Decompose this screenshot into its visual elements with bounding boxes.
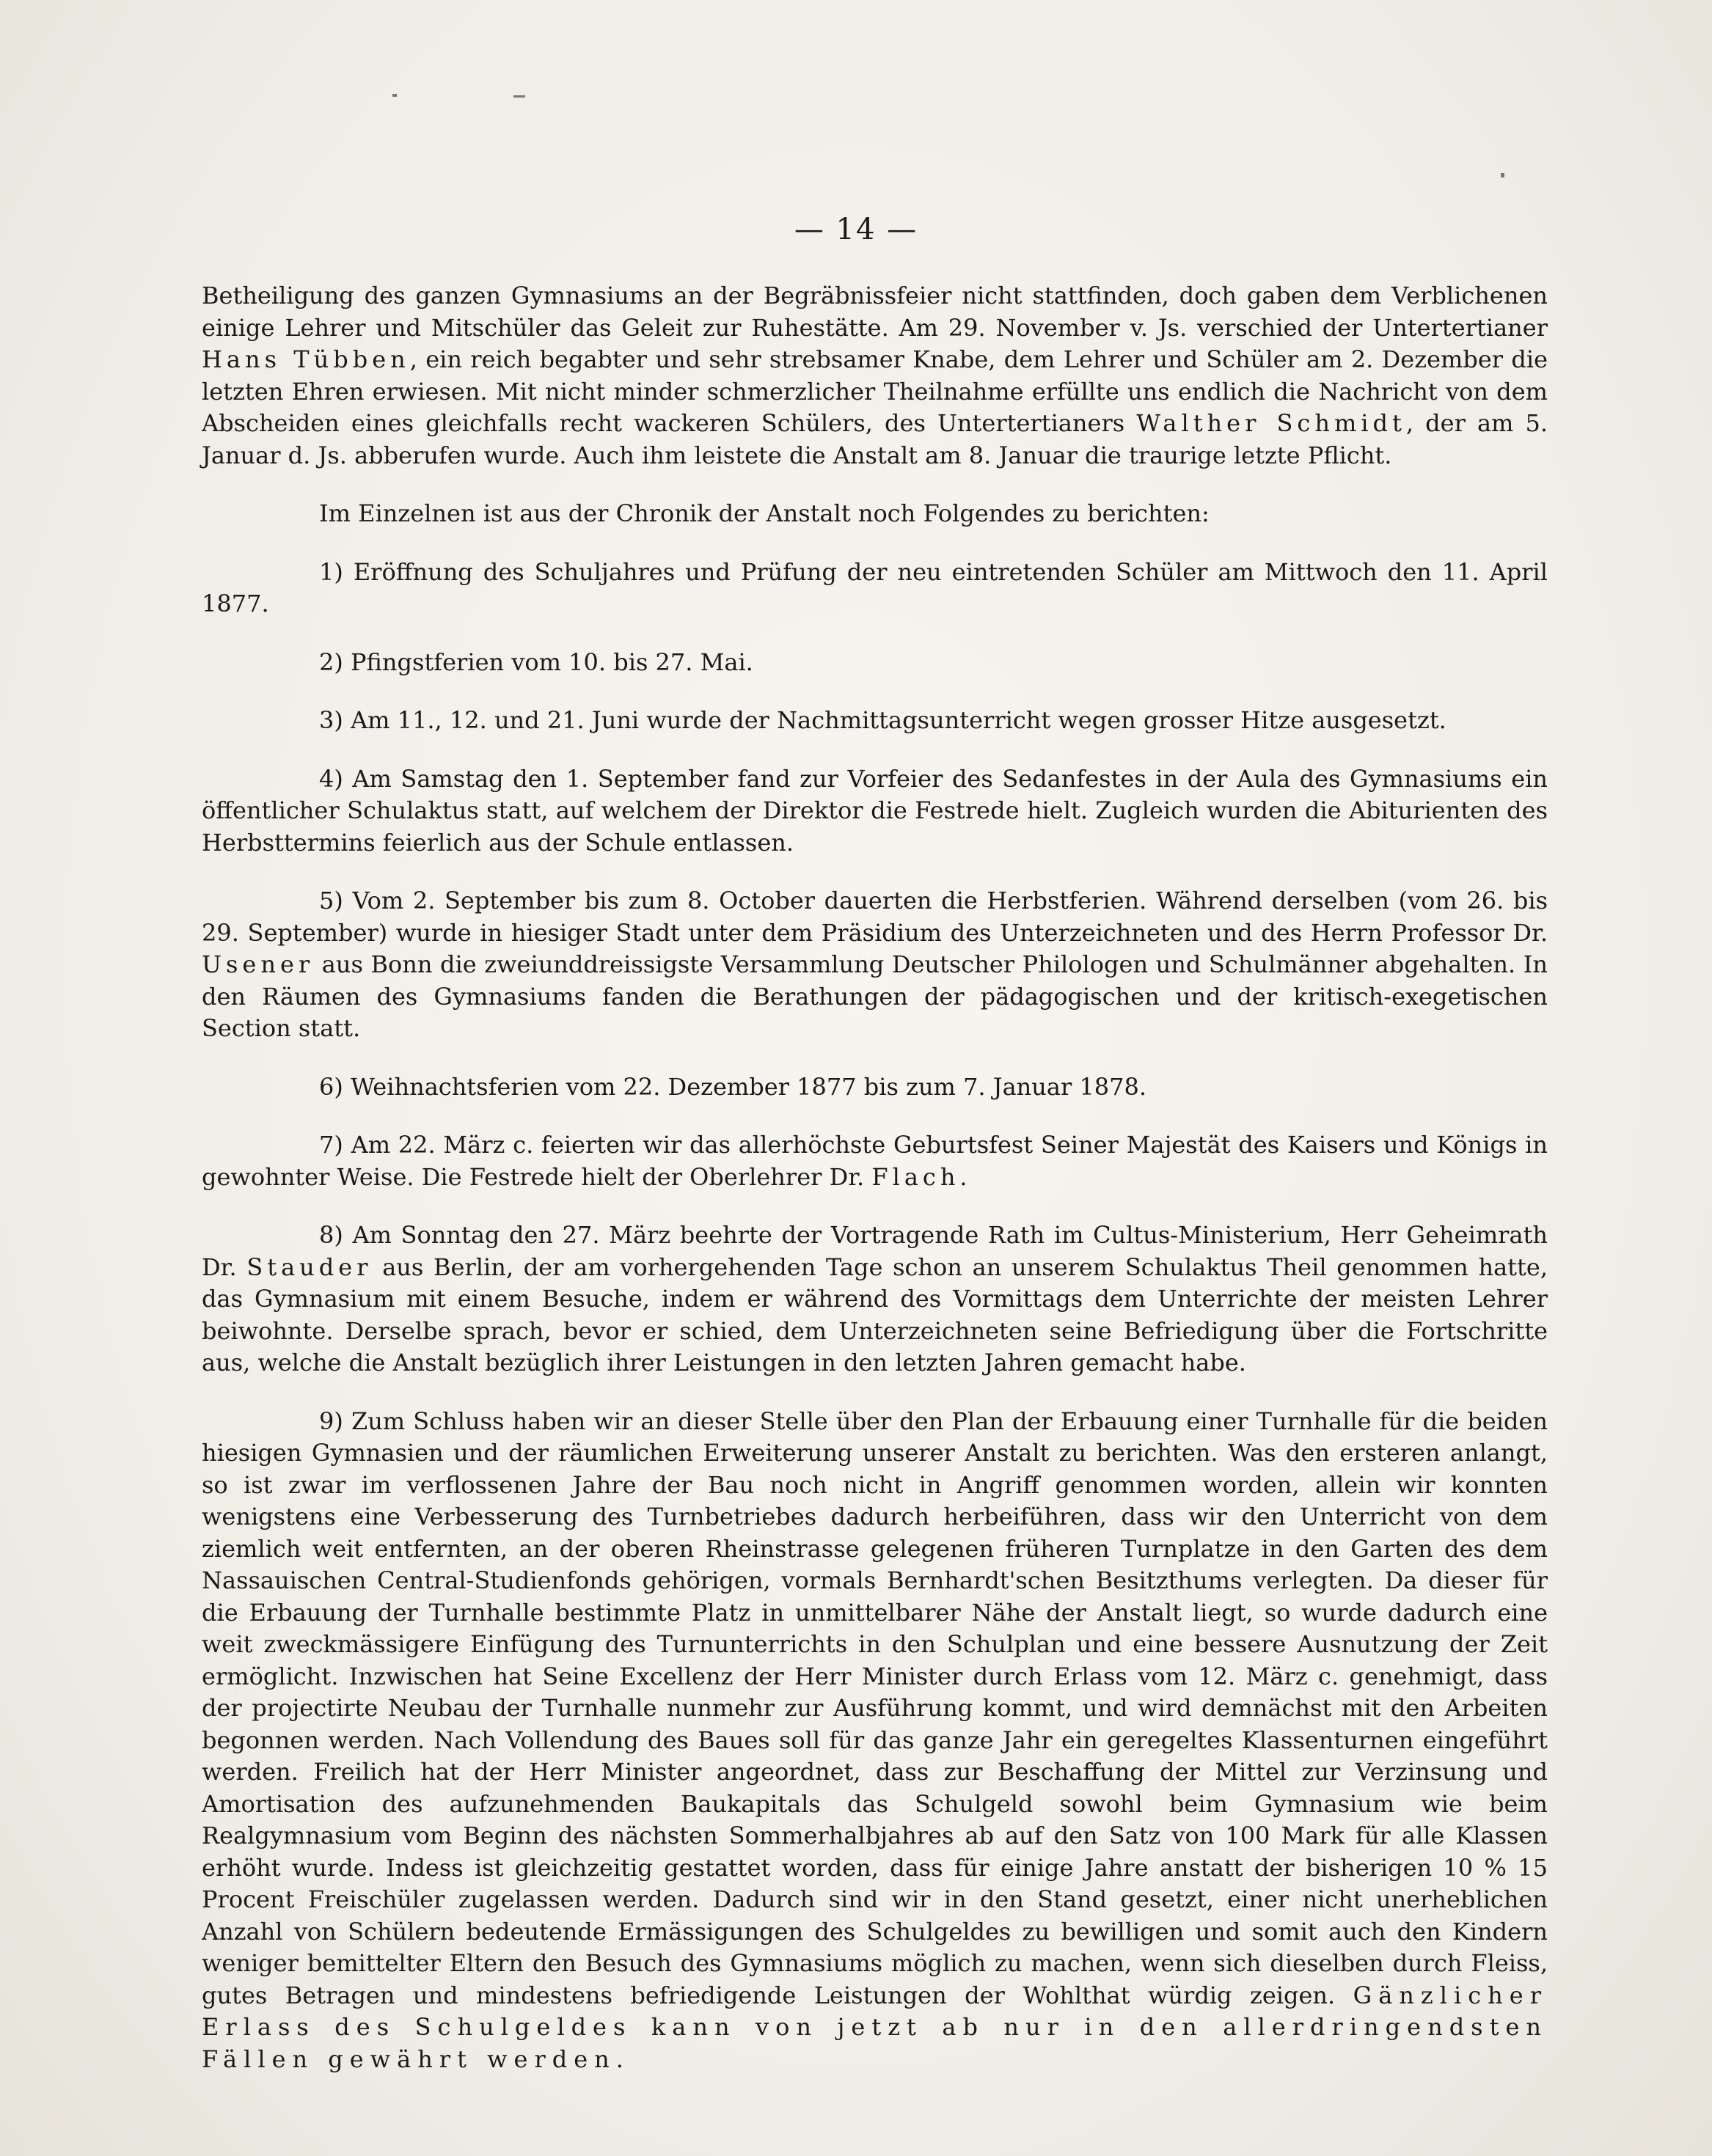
intro-text-a: Betheiligung des ganzen Gymnasiums an der Begräbnissfeier nicht stattfinden, doch gaben dem Verblichenen einige Lehrer und Mitschüler das Geleit zur Ruhestätte. Am 29. November v. Js. verschied der Untertertianer: [202, 282, 1548, 342]
item5-name-usener: Usener: [202, 950, 315, 978]
chronik-item-6: 6) Weihnachtsferien vom 22. Dezember 1877 bis zum 7. Januar 1878.: [319, 1072, 1147, 1101]
intro-name-schmidt: Walther Schmidt: [1136, 409, 1406, 437]
chronik-item-2: 2) Pfingstferien vom 10. bis 27. Mai.: [319, 648, 753, 676]
chronik-item-8: [202, 1220, 1548, 1379]
scan-speck: [1501, 173, 1504, 177]
scan-speck: [392, 94, 397, 97]
intro-text-c: , der am 5. Januar d. Js. abberufen wurde. Auch ihm leistete die Anstalt am 8. Januar die traurige letzte Pflicht.: [202, 409, 1548, 469]
chronik-item-5: [202, 885, 1548, 1045]
chronik-item-7: [202, 1129, 1548, 1193]
intro-name-tuebben: Hans Tübben: [202, 345, 410, 373]
item5-text-a: 5) Vom 2. September bis zum 8. October dauerten die Herbstferien. Während derselben (vom 26. bis 29. September) wurde in hiesiger Stadt unter dem Präsidium des Unterzeichneten und des Herrn Professor Dr.: [202, 887, 1548, 947]
item7-text-a: 7) Am 22. März c. feierten wir das allerhöchste Geburtsfest Seiner Majestät des Kaisers und Königs in gewohnter Weise. Die Festrede hielt der Oberlehrer Dr.: [202, 1131, 1548, 1191]
item8-name-stauder: Stauder: [246, 1253, 373, 1281]
chronik-item-9: [202, 1406, 1548, 2076]
chronik-item-3: 3) Am 11., 12. und 21. Juni wurde der Nachmittagsunterricht wegen grosser Hitze ausgesetzt.: [319, 706, 1446, 734]
item8-text-a: 8) Am Sonntag den 27. März beehrte der Vortragende Rath im Cultus-Ministerium, Herr Geheimrath Dr.: [202, 1221, 1548, 1281]
scan-speck: [513, 95, 525, 98]
item9-text-a: 9) Zum Schluss haben wir an dieser Stelle über den Plan der Erbauung einer Turnhalle für die beiden hiesigen Gymnasien und der räumlichen Erweiterung unserer Anstalt zu berichten. Was den ersteren anlangt, so ist zwar im verflossenen Jahre der Bau noch nicht in Angriff genommen worden, allein wir konnten wenigstens eine Verbesserung des Turnbetriebes dadurch herbeiführen, dass wir den Unterricht von dem ziemlich weit entfernten, an der oberen Rheinstrasse gelegenen früheren Turnplatze in den Garten des dem Nassauischen Central-Studienfonds gehörigen, vormals Bernhardt'schen Besitzthums verlegten. Da dieser für die Erbauung der Turnhalle bestimmte Platz in unmittelbarer Nähe der Anstalt liegt, so wurde dadurch eine weit zweckmässigere Einfügung des Turnunterrichts in den Schulplan und eine bessere Ausnutzung der Zeit ermöglicht. Inzwischen hat Seine Excellenz der Herr Minister durch Erlass vom 12. März c. genehmigt, dass der projectirte Neubau der Turnhalle nunmehr zur Ausführung kommt, und wird demnächst mit den Arbeiten begonnen werden. Nach Vollendung des Baues soll für das ganze Jahr ein geregeltes Klassenturnen eingeführt werden. Freilich hat der Herr Minister angeordnet, dass zur Beschaffung der Mittel zur Verzinsung und Amortisation des aufzunehmenden Baukapitals das Schulgeld sowohl beim Gymnasium wie beim Realgymnasium vom Beginn des nächsten Sommerhalbjahres ab auf den Satz von 100 Mark für alle Klassen erhöht wurde. Indess ist gleichzeitig gestattet worden, dass für einige Jahre anstatt der bisherigen 10 % 15 Procent Freischüler zugelassen werden. Dadurch sind wir in den Stand gesetzt, einer nicht unerheblichen Anzahl von Schülern bedeutende Ermässigungen des Schulgeldes zu bewilligen und somit auch den Kindern weniger bemittelter Eltern den Besuch des Gymnasiums möglich zu machen, wenn sich dieselben durch Fleiss, gutes Betragen und mindestens befriedigende Leistungen der Wohlthat würdig zeigen.: [202, 1407, 1548, 2009]
item7-name-flach: Flach: [871, 1162, 960, 1191]
page-number-header: — 14 —: [794, 213, 918, 246]
item8-text-b: aus Berlin, der am vorhergehenden Tage schon an unserem Schulaktus Theil genommen hatte, das Gymnasium mit einem Besuche, indem er während des Vormittags dem Unterrichte der meisten Lehrer beiwohnte. Derselbe sprach, bevor er schied, dem Unterzeichneten seine Befriedigung über die Fortschritte aus, welche die Anstalt bezüglich ihrer Leistungen in den letzten Jahren gemacht habe.: [202, 1253, 1548, 1376]
item9-emphasis-text: Gänzlicher Erlass des Schulgeldes kann von jetzt ab nur in den allerdringendsten Fällen gewährt werden.: [202, 1981, 1548, 2073]
intro-text-b: , ein reich begabter und sehr strebsamer Knabe, dem Lehrer und Schüler am 2. Dezember die letzten Ehren erwiesen. Mit nicht minder schmerzlicher Theilnahme erfüllte uns endlich die Nachricht von dem Abscheiden eines gleichfalls recht wackeren Schülers, des Untertertianers: [202, 345, 1548, 437]
item5-text-b: aus Bonn die zweiunddreissigste Versammlung Deutscher Philologen und Schulmänner abgehalten. In den Räumen des Gymnasiums fanden die Berathungen der pädagogischen und der kritisch-exegetischen Section statt.: [202, 950, 1548, 1042]
paragraph-chronik: Im Einzelnen ist aus der Chronik der Anstalt noch Folgendes zu berichten:: [319, 499, 1210, 527]
paragraph-intro: [202, 280, 1548, 472]
chronik-item-4: 4) Am Samstag den 1. September fand zur Vorfeier des Sedanfestes in der Aula des Gymnasiums ein öffentlicher Schulaktus statt, auf welchem der Direktor die Festrede hielt. Zugleich wurden die Abiturienten des Herbsttermins feierlich aus der Schule entlassen.: [202, 764, 1548, 857]
body-text: [202, 280, 1548, 2075]
chronik-item-1: 1) Eröffnung des Schuljahres und Prüfung der neu eintretenden Schüler am Mittwoch den 11. April 1877.: [202, 557, 1548, 617]
item7-text-b: .: [959, 1162, 967, 1191]
